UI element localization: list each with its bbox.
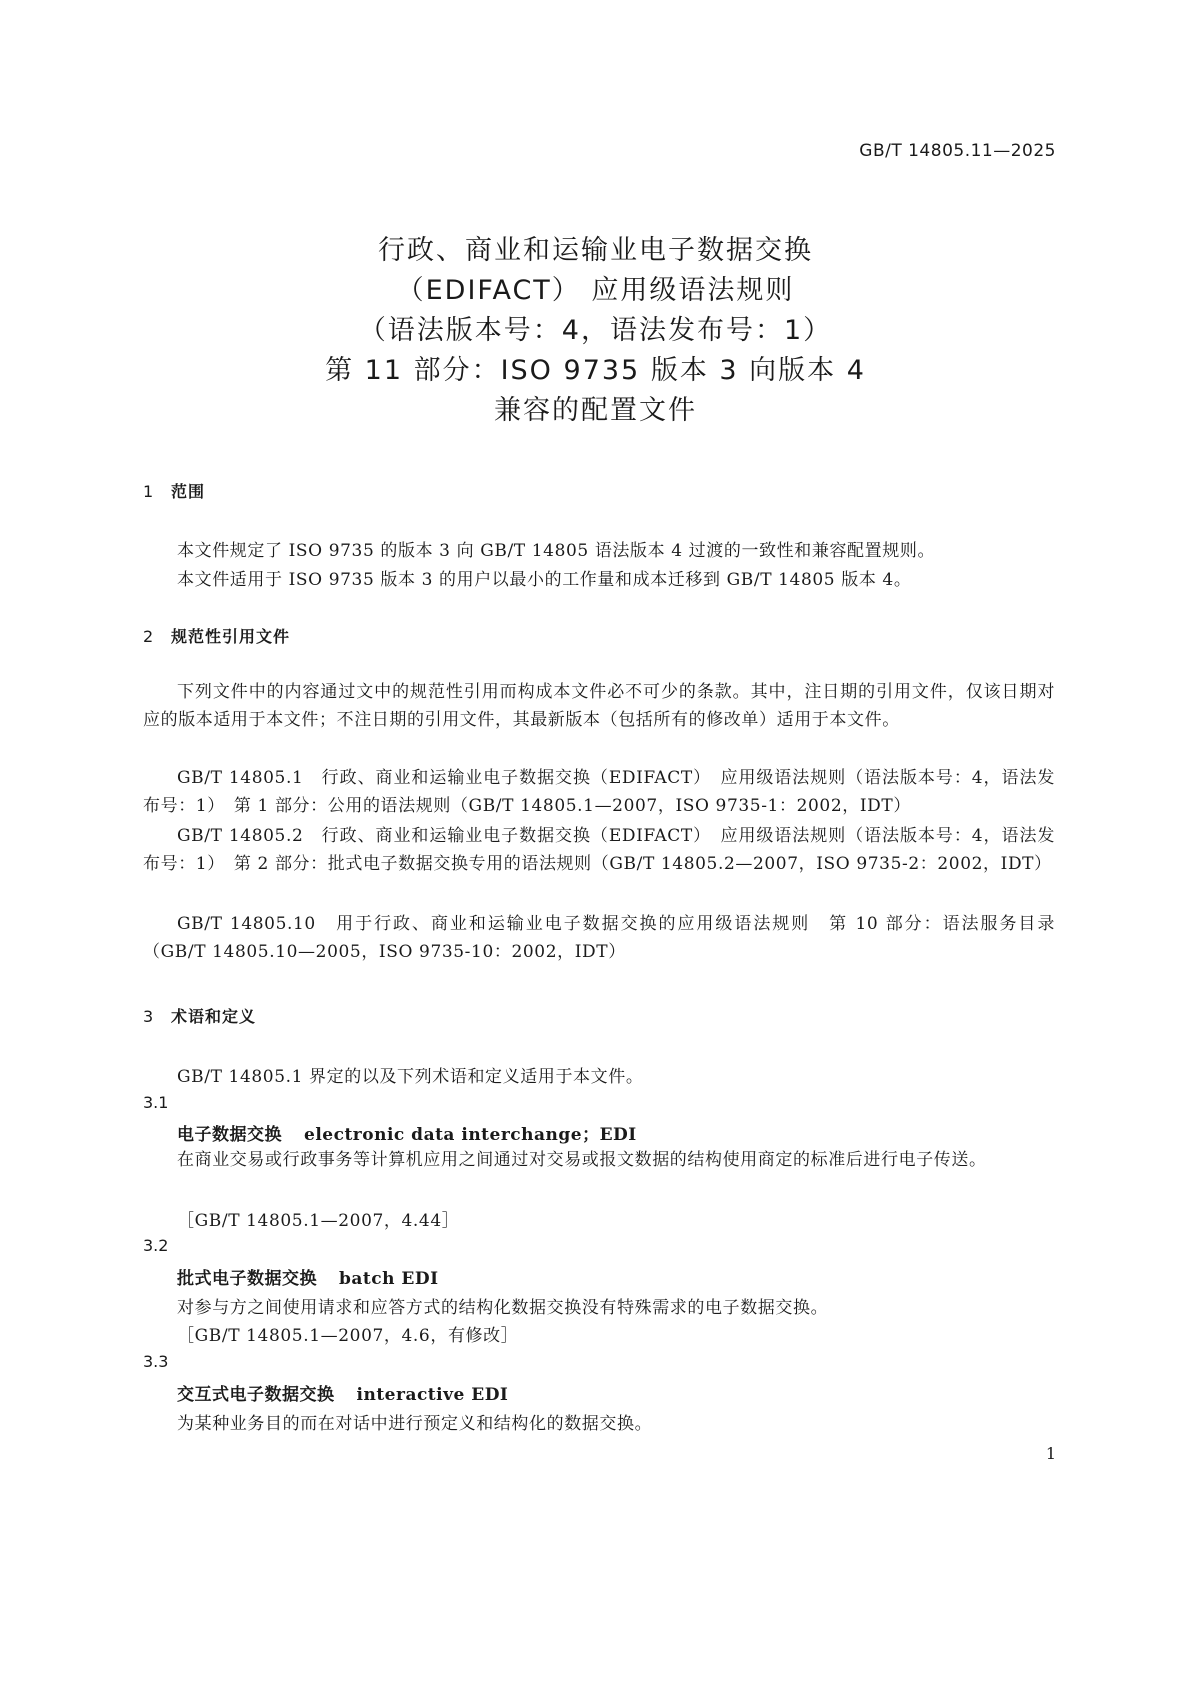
- title-line-5: 兼容的配置文件: [494, 395, 697, 426]
- term-source: ［GB/T 14805.1—2007，4.6，有修改］: [177, 1326, 519, 1346]
- title-line-3: （语法版本号：4，语法发布号：1）: [358, 315, 833, 346]
- title-line-4: 第 11 部分：ISO 9735 版本 3 向版本 4: [325, 355, 866, 386]
- term-source: ［GB/T 14805.1—2007，4.44］: [177, 1211, 460, 1231]
- scope-paragraph-1: 本文件规定了 ISO 9735 的版本 3 向 GB/T 14805 语法版本 4 过渡的一致性和兼容配置规则。: [177, 541, 936, 561]
- term-number: 3.2: [143, 1236, 169, 1255]
- section-heading-terms: [143, 1004, 256, 1027]
- term-zh: 电子数据交换: [177, 1125, 282, 1145]
- terms-intro: GB/T 14805.1 界定的以及下列术语和定义适用于本文件。: [177, 1067, 644, 1087]
- term-definition: 在商业交易或行政事务等计算机应用之间通过对交易或报文数据的结构使用商定的标准后进行电子传送。: [177, 1150, 987, 1170]
- section-number: 2: [143, 627, 155, 646]
- normative-intro: 下列文件中的内容通过文中的规范性引用而构成本文件必不可少的条款。其中，注日期的引用文件，仅该日期对应的版本适用于本文件；不注日期的引用文件，其最新版本（包括所有的修改单）适用于本文件。: [143, 682, 1055, 730]
- section-heading-normative: [143, 624, 290, 647]
- title-line-1: 行政、商业和运输业电子数据交换: [378, 235, 813, 266]
- term-title: [177, 1120, 637, 1145]
- section-number: 3: [143, 1007, 155, 1026]
- normative-ref-1: GB/T 14805.1 行政、商业和运输业电子数据交换（EDIFACT） 应用级语法规则（语法版本号：4，语法发布号：1） 第 1 部分：公用的语法规则（GB/T 14805.1—2007，ISO 9735-1：2002，IDT）: [143, 768, 1055, 816]
- term-definition: 对参与方之间使用请求和应答方式的结构化数据交换没有特殊需求的电子数据交换。: [177, 1298, 829, 1318]
- section-title: 术语和定义: [171, 1007, 257, 1026]
- standard-code: GB/T 14805.11—2025: [859, 141, 1056, 161]
- term-title: [177, 1380, 508, 1405]
- scope-paragraph-2: 本文件适用于 ISO 9735 版本 3 的用户以最小的工作量和成本迁移到 GB/T 14805 版本 4。: [177, 570, 912, 590]
- term-zh: 交互式电子数据交换: [177, 1385, 335, 1405]
- term-number: 3.1: [143, 1093, 169, 1112]
- term-en: batch EDI: [339, 1269, 439, 1289]
- normative-ref-3: GB/T 14805.10 用于行政、商业和运输业电子数据交换的应用级语法规则 第 10 部分：语法服务目录（GB/T 14805.10—2005，ISO 9735-10：2002，IDT）: [143, 914, 1055, 962]
- section-heading-scope: [143, 479, 205, 502]
- section-title: 规范性引用文件: [171, 627, 291, 646]
- term-en: interactive EDI: [356, 1385, 509, 1405]
- term-number: 3.3: [143, 1352, 169, 1371]
- term-definition: 为某种业务目的而在对话中进行预定义和结构化的数据交换。: [177, 1414, 653, 1434]
- term-en: electronic data interchange；EDI: [304, 1125, 637, 1145]
- normative-ref-2: GB/T 14805.2 行政、商业和运输业电子数据交换（EDIFACT） 应用级语法规则（语法版本号：4，语法发布号：1） 第 2 部分：批式电子数据交换专用的语法规则（GB/T 14805.2—2007，ISO 9735-2：2002，IDT）: [143, 826, 1055, 874]
- section-title: 范围: [171, 482, 206, 501]
- term-zh: 批式电子数据交换: [177, 1269, 317, 1289]
- term-title: [177, 1264, 439, 1289]
- page-number: 1: [1045, 1444, 1056, 1463]
- title-line-2: （EDIFACT） 应用级语法规则: [396, 275, 795, 306]
- section-number: 1: [143, 482, 155, 501]
